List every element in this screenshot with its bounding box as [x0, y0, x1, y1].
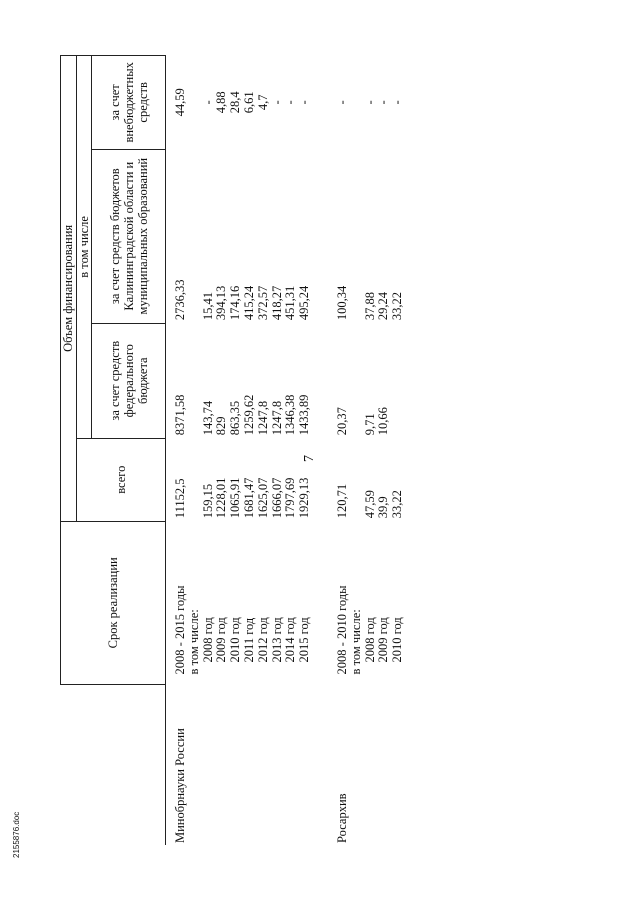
period-cell: 2008 - 2010 годы: [334, 585, 349, 675]
table-row: [257, 56, 271, 846]
period-cell: 2015 год: [297, 617, 312, 663]
period-cell: 2010 год: [228, 617, 243, 663]
regional-cell: 37,88: [362, 292, 377, 321]
table-row: [188, 56, 202, 846]
regional-cell: 372,57: [255, 285, 270, 321]
total-cell: 11152,5: [173, 478, 187, 519]
extra-cell: -: [200, 100, 215, 105]
extra-cell: 4,88: [214, 91, 229, 114]
extra-cell: 4,7: [255, 94, 270, 111]
table-row: [284, 56, 298, 846]
extra-cell: -: [269, 100, 284, 105]
header-period: Срок реализации: [61, 521, 166, 684]
period-cell: 2011 год: [241, 617, 256, 663]
period-cell: 2013 год: [269, 617, 284, 663]
federal-cell: 1346,38: [283, 394, 298, 436]
period-cell: 2014 год: [283, 617, 298, 663]
table-row: [350, 56, 364, 846]
total-cell: 120,71: [334, 483, 349, 519]
extra-cell: -: [297, 100, 312, 105]
table-row: [202, 56, 216, 846]
total-cell: 47,59: [362, 490, 377, 519]
period-cell: 2010 год: [390, 617, 405, 663]
total-cell: 1625,07: [255, 477, 270, 519]
total-cell: 1666,07: [269, 477, 284, 519]
period-cell: 2008 год: [200, 617, 215, 663]
federal-cell: 1247,8: [269, 400, 284, 436]
table-row: [174, 56, 188, 846]
extra-cell: -: [283, 100, 298, 105]
total-cell: 1929,13: [297, 477, 312, 519]
extra-cell: -: [334, 100, 349, 105]
federal-cell: 20,37: [334, 407, 349, 436]
total-cell: 33,22: [390, 490, 405, 519]
table-row: [298, 56, 312, 846]
regional-cell: 495,24: [297, 285, 312, 321]
table-row: [364, 56, 378, 846]
table-row: [215, 56, 229, 846]
regional-cell: 29,24: [376, 292, 391, 321]
period-cell: 2008 - 2015 годы: [173, 585, 187, 675]
extra-cell: 28,4: [228, 91, 243, 114]
period-cell: 2012 год: [255, 617, 270, 663]
table-row: [271, 56, 285, 846]
period-cell: 2008 год: [362, 617, 377, 663]
federal-cell: 143,74: [200, 400, 215, 436]
agency-name: Минобрнауки России: [173, 728, 187, 843]
table-row: [229, 56, 243, 846]
total-cell: 1797,69: [283, 477, 298, 519]
header-total: всего: [77, 438, 166, 521]
total-cell: 159,15: [200, 483, 215, 519]
page-number: 7: [302, 455, 317, 462]
table-body: [166, 56, 405, 846]
header-federal: за счет средств федерального бюджета: [92, 323, 166, 438]
period-cell: 2009 год: [214, 617, 229, 663]
federal-cell: 863,35: [228, 400, 243, 436]
header-agency-blank: [61, 684, 166, 845]
including-label: в том числе:: [186, 609, 201, 675]
header-including: в том числе: [77, 56, 92, 439]
regional-cell: 174,16: [228, 285, 243, 321]
federal-cell: 8371,58: [173, 394, 187, 436]
period-cell: 2009 год: [376, 617, 391, 663]
total-cell: 39,9: [376, 496, 391, 519]
footer-doc-code: 2155876.doc: [12, 811, 21, 858]
extra-cell: -: [362, 100, 377, 105]
federal-cell: 9,71: [362, 413, 377, 436]
agency-name: Росархив: [334, 793, 349, 843]
total-cell: 1228,01: [214, 477, 229, 519]
total-cell: 1065,91: [228, 477, 243, 519]
federal-cell: 1259,62: [241, 394, 256, 436]
regional-cell: 415,24: [241, 285, 256, 321]
regional-cell: 451,31: [283, 285, 298, 321]
header-regional: за счет средств бюджетов Калининградской области и муниципальных образований: [92, 149, 166, 323]
table-row: [377, 56, 391, 846]
regional-cell: 418,27: [269, 285, 284, 321]
federal-cell: [391, 323, 405, 438]
including-label: в том числе:: [348, 609, 363, 675]
table-row: [336, 56, 350, 846]
regional-cell: 2736,33: [173, 279, 187, 321]
funding-table-rotated: [60, 55, 405, 845]
extra-cell: 44,59: [173, 88, 187, 117]
extra-cell: 6,61: [241, 91, 256, 114]
funding-table: [60, 55, 405, 845]
regional-cell: 15,41: [200, 292, 215, 321]
extra-cell: -: [390, 100, 405, 105]
table-row: [243, 56, 257, 846]
federal-cell: 829: [214, 416, 229, 436]
table-row: [391, 56, 405, 846]
regional-cell: 33,22: [390, 292, 405, 321]
regional-cell: 100,34: [334, 285, 349, 321]
federal-cell: 10,66: [376, 407, 391, 436]
federal-cell: 1433,89: [297, 394, 312, 436]
header-extrabudget: за счет внебюджетных средств: [92, 56, 166, 150]
table-header: [61, 56, 166, 846]
extra-cell: -: [376, 100, 391, 105]
regional-cell: 394,13: [214, 285, 229, 321]
federal-cell: 1247,8: [255, 400, 270, 436]
header-funding: Объем финансирования: [61, 56, 77, 522]
total-cell: 1681,47: [241, 477, 256, 519]
